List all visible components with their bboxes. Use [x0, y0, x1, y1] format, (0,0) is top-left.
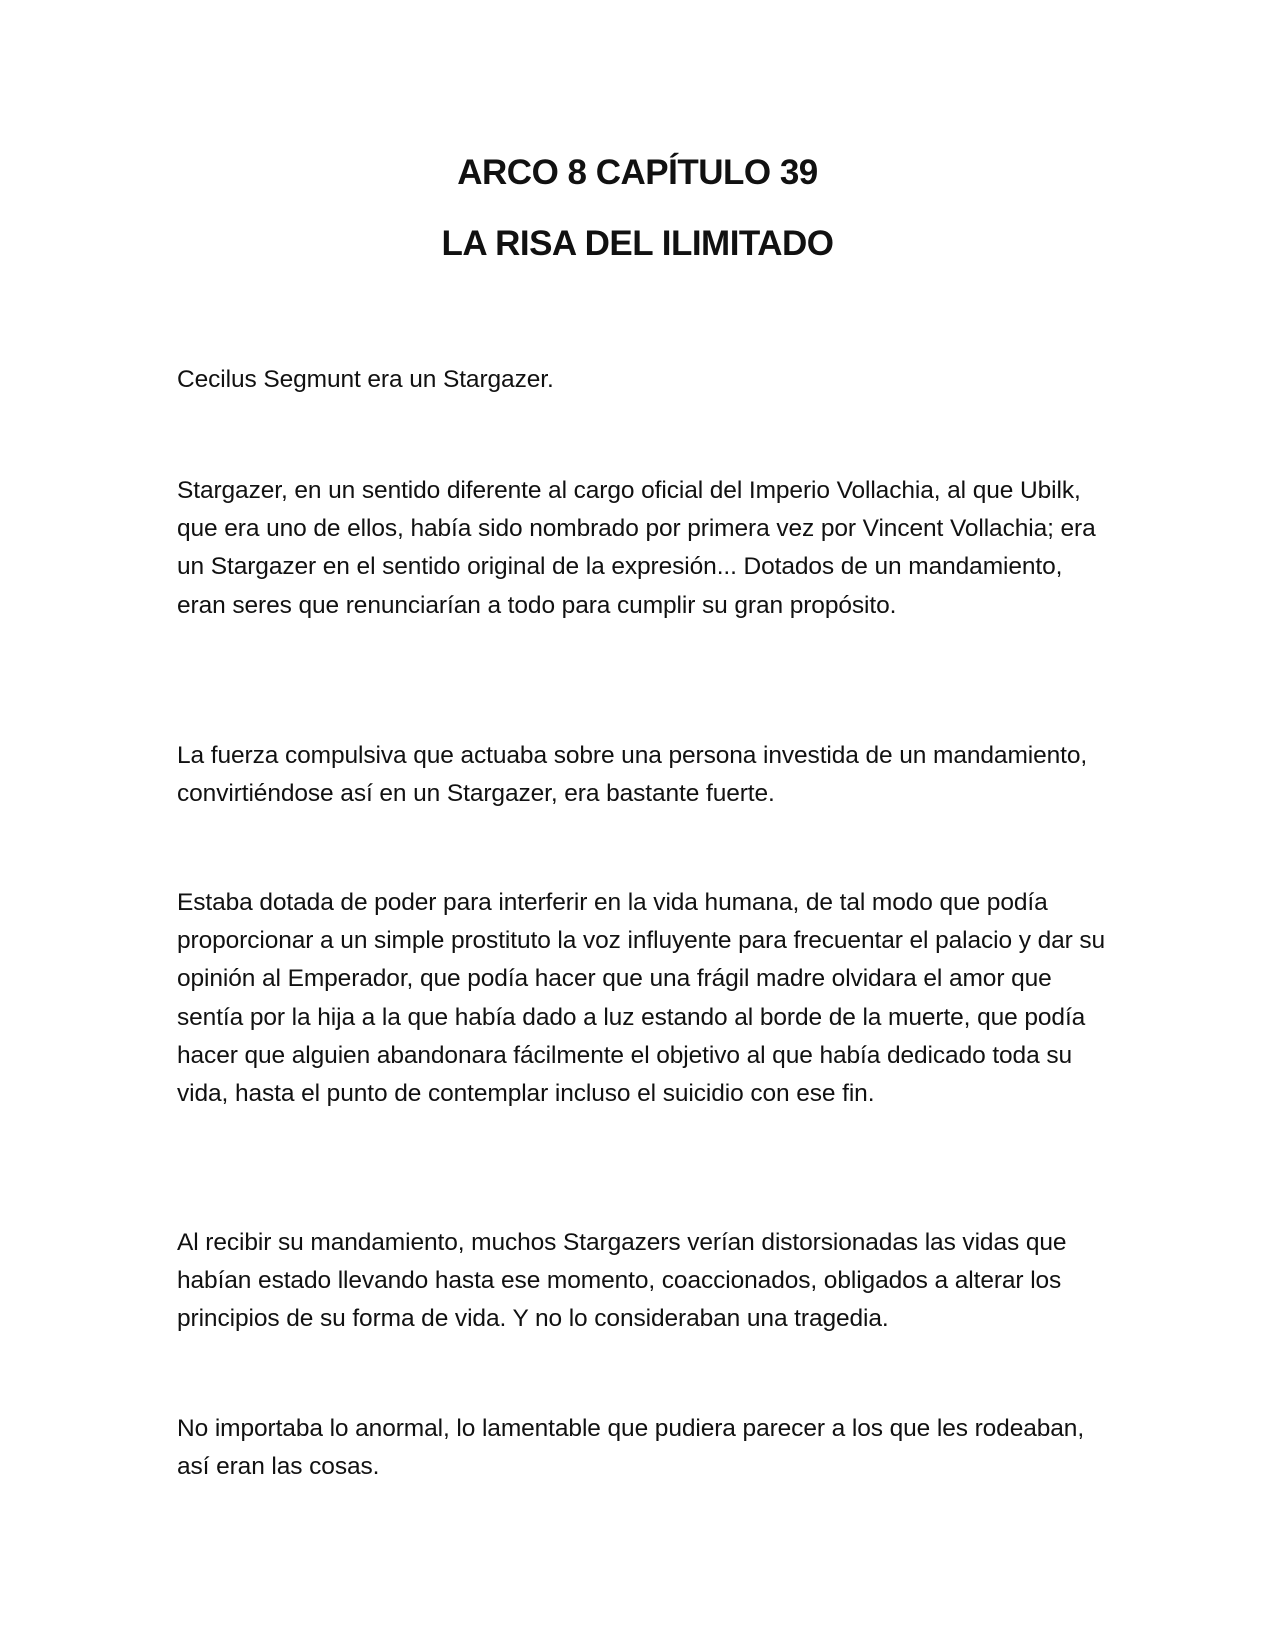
paragraph-1: Cecilus Segmunt era un Stargazer.	[177, 366, 554, 393]
paragraph-5: Al recibir su mandamiento, muchos Stargazers verían distorsionadas las vidas que habían estado llevando hasta ese momento, coaccionados, obligados a alterar los principios de su forma de vida. Y no lo consideraban una tragedia.	[177, 1229, 1067, 1333]
paragraph-6: No importaba lo anormal, lo lamentable que pudiera parecer a los que les rodeaban, así eran las cosas.	[177, 1415, 1085, 1481]
chapter-title: ARCO 8 CAPÍTULO 39	[457, 153, 818, 192]
chapter-subtitle: LA RISA DEL ILIMITADO	[441, 224, 834, 263]
paragraph-2: Stargazer, en un sentido diferente al cargo oficial del Imperio Vollachia, al que Ubilk, que era uno de ellos, había sido nombrado por primera vez por Vincent Vollachia; era un Stargazer en el sentido original de la expresión... Dotados de un mandamiento, eran seres que renunciarían a todo para cumplir su gran propósito.	[177, 477, 1096, 619]
paragraph-3: La fuerza compulsiva que actuaba sobre una persona investida de un mandamiento, convirtiéndose así en un Stargazer, era bastante fuerte.	[177, 742, 1088, 808]
paragraph-4: Estaba dotada de poder para interferir en la vida humana, de tal modo que podía proporcionar a un simple prostituto la voz influyente para frecuentar el palacio y dar su opinión al Emperador, que podía hacer que una frágil madre olvidara el amor que sentía por la hija a la que había dado a luz estando al borde de la muerte, que podía hacer que alguien abandonara fácilmente el objetivo al que había dedicado toda su vida, hasta el punto de contemplar incluso el suicidio con ese fin.	[177, 889, 1106, 1108]
